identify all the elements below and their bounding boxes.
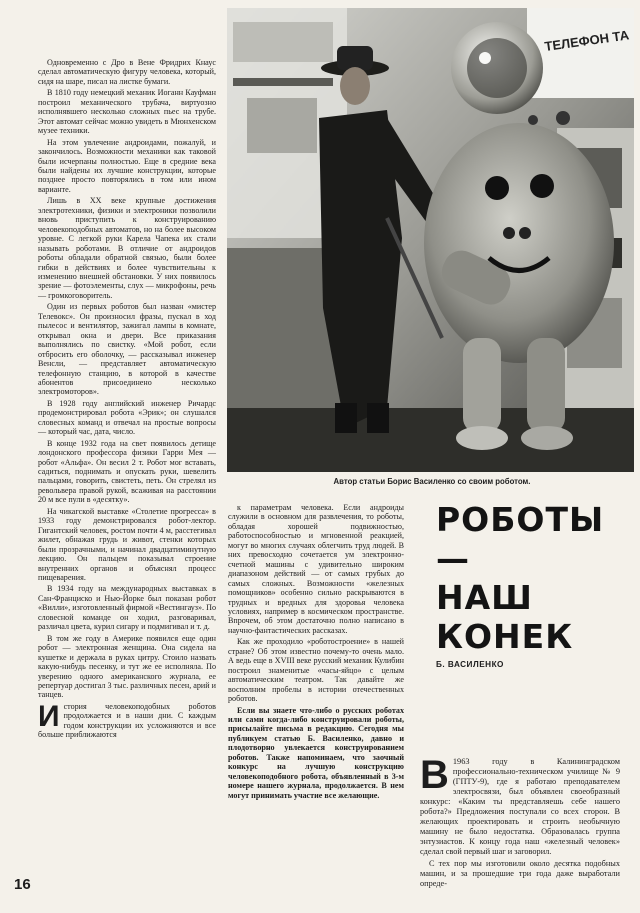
article-column-3: [420, 753, 620, 891]
robot-photo: [227, 8, 634, 472]
editorial-note: Если вы знаете что-либо о русских роботах или сами когда-либо конструировали роботы, присылайте письма в редакцию. Сегодня мы публикуем статью Б. Василенко, давно и плодотворно увлекается конструированием роботов. Также напоминаем, что заочный конкурс на лучшую конструкцию человекоподобного робота, объявленный в 3-м номере нашего журнала, продолжается. В нем могут принимать участие все желающие.: [228, 705, 404, 800]
paragraph: Как же проходило «роботостроение» в нашей стране? Об этом известно почему-то очень мало. А ведь еще в XVIII веке русский механик Кулибин построил знаменитые «часы-яйцо» с целым автоматическим театром. Так давайте же восполним пробелы в истории отечественных роботов.: [228, 637, 404, 704]
paragraph: В 1810 году немецкий механик Иоганн Кауфман построил механического трубача, виртуозно исполнявшего несколько сложных пьес на трубе. Этот автомат сейчас можно увидеть в Мюнхенском музее техники.: [38, 88, 216, 136]
paragraph: Один из первых роботов был назван «мистер Телевокс». Он произносил фразы, пускал в ход пылесос и вентилятор, зажигал лампы в комнате, открывал окна и двери. Все приказания выполнялись по свистку. «Мой робот, если отбросить его оболочку, — рассказывал инженер Венсли, — представляет автоматическую телефонную станцию, в которой в качестве абонентов присоединено несколько электромоторов».: [38, 302, 216, 397]
article-title: [436, 500, 626, 656]
drop-cap: И: [38, 699, 60, 733]
title-line-3: КОНЕК: [436, 617, 574, 656]
paragraph: Одновременно с Дро в Вене Фридрих Кнаус сделал автоматическую фигуру человека, который, сидя на шаре, писал на листке бумаги.: [38, 58, 216, 86]
paragraph-text: стория человекоподобных роботов продолжается и в наши дни. С каждым годом конструкции их усложняются и все больше приближаются: [38, 701, 216, 740]
title-line-2: НАШ: [436, 578, 533, 617]
paragraph: С тех пор мы изготовили около десятка подобных машин, и за прошедшие три года даже выработали опреде-: [420, 859, 620, 888]
article-author: Б. ВАСИЛЕНКО: [436, 660, 504, 669]
paragraph: На чикагской выставке «Столетие прогресса» в 1933 году демонстрировался робот-лектор. Гигантский человек, ростом почти 4 м, расстегивал жилет, обнажая грудь и живот, стенки которых были прозрачными, и начинал двадцатиминутную лекцию. Он пальцем показывал строение внутренних органов и объяснял процесс пищеварения.: [38, 506, 216, 583]
paragraph: Лишь в XX веке крупные достижения электротехники, физики и электроники позволили вновь приступить к конструированию человекоподобных автоматов, но на более высоком уровне. С легкой руки Карела Чапека их стали называть роботами. В отличие от андроидов роботы обладали обратной связью, были более гибки в действиях и более чувствительны к изменению внешней обстановки. У них появилось зрение — фотоэлементы, слух — микрофоны, речь — громкоговоритель.: [38, 196, 216, 300]
paragraph: В 1934 году на международных выставках в Сан-Франциско и Нью-Йорке был показан робот «Вилли», изготовленный фирмой «Вестингауз». По словесной команде он ходил, разговаривал, различал цвета, курил сигару и подмигивал и т. д.: [38, 584, 216, 632]
photo-caption: Автор статьи Борис Василенко со своим роботом.: [333, 477, 531, 486]
paragraph: На этом увлечение андроидами, пожалуй, и закончилось. Возможности механики как таковой были исчерпаны полностью. Еще в средние века были найдены их лучшие конструкции, которые позднее просто повторялись в том или ином варианте.: [38, 137, 216, 194]
drop-cap: В: [420, 753, 449, 797]
phone-sign-text: ТЕЛЕФОН ТА: [543, 27, 630, 55]
paragraph: к параметрам человека. Если андроиды служили в основном для развлечения, то роботы, обладая хорошей подвижностью, работоспособностью и мгновенной реакцией, могут во многих случаях облегчить труд людей. В них превосходно сочетается ум электронно-счетной машины с удивительно широким диапазоном действий — от самых грубых до самых сложных. Возможности «железных помощников» особенно сильно раскрываются в трудных и вредных для здоровья человека условиях, например в космическом пространстве. Впрочем, об этом достаточно полно написано в научно-фантастических рассказах.: [228, 503, 404, 635]
paragraph: В 1928 году английский инженер Ричардс продемонстрировал робота «Эрик»; он слушался словесных команд и отвечал на простые вопросы — который час, дата, число.: [38, 398, 216, 437]
paragraph: В конце 1932 года на свет появилось детище лондонского профессора физики Гарри Мея — робот «Альфа». Он весил 2 т. Робот мог вставать, садиться, поднимать и опускать руки, шевелить пальцами, говорить, свистеть, петь. Он стрелял из револьвера правой рукой, всаживая на расстоянии 20 м все пули в «десятку».: [38, 438, 216, 505]
paragraph: В том же году в Америке появился еще один робот — электронная женщина. Она сидела на кушетке и держала в руках цитру. Стоило назвать какую-нибудь песенку, и тут же ее исполняла. По уверению одного американского журнала, ее репертуар достигал 3 тыс. различных песен, арий и танцев.: [38, 633, 216, 700]
page-number: 16: [14, 876, 31, 893]
article-column-2: [228, 503, 404, 802]
title-line-1: РОБОТЫ —: [436, 500, 605, 578]
article-column-1: [38, 58, 216, 742]
paragraph-with-dropcap: [38, 699, 216, 740]
paragraph-with-dropcap: [420, 753, 620, 857]
paragraph-text: 1963 году в Калининградском профессионально-техническом училище № 9 (ГПТУ-9), где я работаю преподавателем электросвязи, был объявлен своеобразный конкурс: «Каким ты представляешь себе нашего робота?» Предложения поступали со всех сторон. В желающих проектировать и строить необычную машину не было недостатка. Образовалась группа энтузиастов. К концу года наш «железный человек» сделал свой первый шаг и заговорил.: [420, 757, 620, 856]
